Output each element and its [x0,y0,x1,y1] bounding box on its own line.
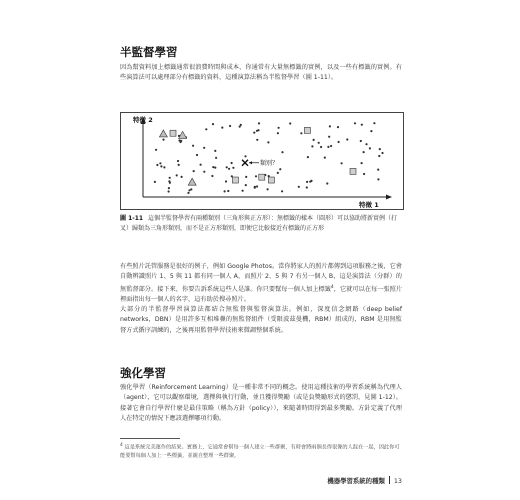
unlabeled-point [221,127,223,129]
paragraph-photo-hosting-text: 有些照片託管服務是很好的例子，例如 Google Photos。當你將家人的照片都傳到這項服務之後，它會自動辨識照片 1、5 與 11 都有同一個人 A，而照片 2、5 與 7 有另一個人 B，這是演算法（分群）的無監督部分。接下來，你要告訴系統這些人是誰。你只要幫每一個人加上標籤 [120,263,402,293]
unlabeled-point [228,168,230,170]
unlabeled-point [214,167,216,169]
unlabeled-point [162,139,164,141]
unlabeled-point [379,148,381,150]
page-number: 13 [393,477,402,485]
square-point [232,177,238,183]
unlabeled-point [329,125,331,127]
unlabeled-point [192,145,194,147]
triangle-point [159,130,167,137]
unlabeled-point [154,181,156,183]
unlabeled-point [224,190,226,192]
unlabeled-point [160,165,162,167]
unlabeled-point [377,178,379,180]
unlabeled-point [215,157,217,159]
unlabeled-point [278,127,280,129]
unlabeled-point [307,156,309,158]
unlabeled-point [258,122,260,124]
figure-caption-text: 這個半監督學習有兩種類別（三角形與正方形）：無標籤的樣本（圓形）可以協助將新實例（打叉）歸類為三角形類別，而不是正方形類別，即便它比較接近有標籤的正方形 [120,215,398,232]
figure-1-11 [120,112,404,210]
unlabeled-point [169,182,171,184]
unlabeled-point [231,162,233,164]
unlabeled-point [168,190,170,192]
unlabeled-point [196,154,198,156]
unlabeled-point [255,175,257,177]
unlabeled-point [300,132,302,134]
x-axis-arrow [386,195,392,200]
unlabeled-point [244,155,246,157]
unlabeled-point [212,166,214,168]
figure-caption [120,214,402,233]
unlabeled-point [239,126,241,128]
unlabeled-point [159,162,161,164]
unlabeled-point [363,151,365,153]
unlabeled-point [338,141,340,143]
unlabeled-point [245,176,247,178]
unlabeled-point [365,143,367,145]
section-heading-semi-supervised: 半監督學習 [120,45,178,59]
unlabeled-point [203,171,205,173]
unlabeled-point [311,145,313,147]
footnote-number: 4 [120,443,123,448]
unlabeled-point [256,130,258,132]
footnote-text: 這是系統完美運作的結果。實務上，它通常會幫每一個人建立一些群聚，有時會將兩個長得很像的人混在一起，因此你可能要幫每個人加上一些標籤，並親自整理一些群聚。 [120,444,400,459]
unlabeled-point [354,122,356,124]
unlabeled-point [232,167,234,169]
unlabeled-point [369,147,371,149]
unlabeled-point [177,160,179,162]
footer-separator [389,476,390,484]
footer-chapter: 機器學習系統的種類 [327,477,385,485]
unlabeled-point [227,190,229,192]
unlabeled-point [212,123,214,125]
unlabeled-point [267,141,269,143]
annotation-arrowhead [249,161,252,164]
unlabeled-point [318,142,320,144]
paragraph-reinforcement: 強化學習（Reinforcement Learning）是一種非常不同的概念。使用這種技術的學習系統稱為代理人（agent），它可以觀察環境，選擇與執行行動，並且獲得獎勵（或是負獎勵形式的懲罰，見圖 1-12）。接著它會自行學習什麼是最佳策略（稱為方針（policy）），來隨著時間得到最多獎勵。方針定義了代理人在特定的情況下應該選擇哪項行動。 [120,384,402,423]
page-footer [327,476,402,485]
unlabeled-point [337,126,339,128]
x-axis-label: 特徵 1 [359,201,379,209]
unlabeled-point [188,189,190,191]
unlabeled-point [328,136,330,138]
unlabeled-point [267,188,269,190]
unlabeled-point [378,155,380,157]
unlabeled-point [187,192,189,194]
unlabeled-point [279,168,281,170]
unlabeled-point [363,173,365,175]
paragraph-dbn: 大部分的半監督學習演算法都結合無監督與監督演算法。例如，深度信念網路（deep belief networks，DBN）是用許多互相堆疊的無監督組件（受限波茲曼機，RBM）組成的，RBM 是用無監督方式循序訓練的，之後再用監督學習技術來微調整個系統。 [120,306,402,334]
unlabeled-point [155,149,157,151]
unlabeled-point [253,132,255,134]
unlabeled-point [169,177,171,179]
y-axis-label: 特徵 2 [133,116,153,124]
unlabeled-point [200,164,202,166]
unlabeled-point [281,151,283,153]
unlabeled-point [205,128,207,130]
annotation-label: 類別？ [260,159,279,167]
unlabeled-point [324,157,326,159]
figure-caption-number: 圖 1-11 [120,215,144,222]
unlabeled-point [242,190,244,192]
square-point [170,130,176,136]
unlabeled-point [178,164,180,166]
footnote-ref: 4 [330,284,334,290]
unlabeled-point [361,124,363,126]
unlabeled-point [381,152,383,154]
unlabeled-point [168,187,170,189]
footnote [120,442,402,460]
scatter-plot [121,113,403,209]
unlabeled-point [211,175,213,177]
unlabeled-point [176,174,178,176]
unlabeled-point [330,145,332,147]
paragraph-photo-hosting-rest: ，它就可以在每一張照片裡面指出每一個人的名字，這有助於搜尋照片。 [120,285,403,304]
unlabeled-point [229,125,231,127]
paragraph-photo-hosting [120,262,402,306]
unlabeled-point [277,132,279,134]
unlabeled-point [306,186,308,188]
unlabeled-point [225,180,227,182]
unlabeled-point [313,139,315,141]
unlabeled-point [298,186,300,188]
footnote-divider [120,438,180,439]
unlabeled-point [281,190,283,192]
unlabeled-point [180,141,182,143]
square-point [259,174,265,180]
square-point [350,168,356,174]
section-heading-reinforcement: 強化學習 [120,366,166,380]
unlabeled-point [203,147,205,149]
unlabeled-point [226,166,228,168]
unlabeled-point [245,184,247,186]
unlabeled-point [320,146,322,148]
unlabeled-point [361,162,363,164]
square-point [304,127,310,133]
paragraph-semi-supervised-intro: 因為幫資料加上標籤通常很浪費時間與成本，你通常有大量無標籤的實例，以及一些有標籤的實例。有些演算法可以處理部分有標籤的資料，這種演算法稱為半監督學習（圖 1-11）。 [120,64,402,82]
unlabeled-point [254,186,256,188]
triangle-point [179,131,187,138]
unlabeled-point [156,164,158,166]
unlabeled-point [289,122,291,124]
unlabeled-point [193,170,195,172]
unlabeled-point [310,180,312,182]
unlabeled-point [306,181,308,183]
unlabeled-point [181,176,183,178]
unlabeled-point [327,146,329,148]
unlabeled-point [370,130,372,132]
unlabeled-point [256,139,258,141]
unlabeled-point [360,140,362,142]
unlabeled-point [346,138,348,140]
unlabeled-point [373,122,375,124]
unlabeled-point [341,162,343,164]
unlabeled-point [277,172,279,174]
unlabeled-point [377,169,379,171]
triangle-point [188,178,196,185]
unlabeled-point [326,182,328,184]
unlabeled-point [163,166,165,168]
unlabeled-point [214,150,216,152]
unlabeled-point [256,185,258,187]
square-point [268,177,274,183]
